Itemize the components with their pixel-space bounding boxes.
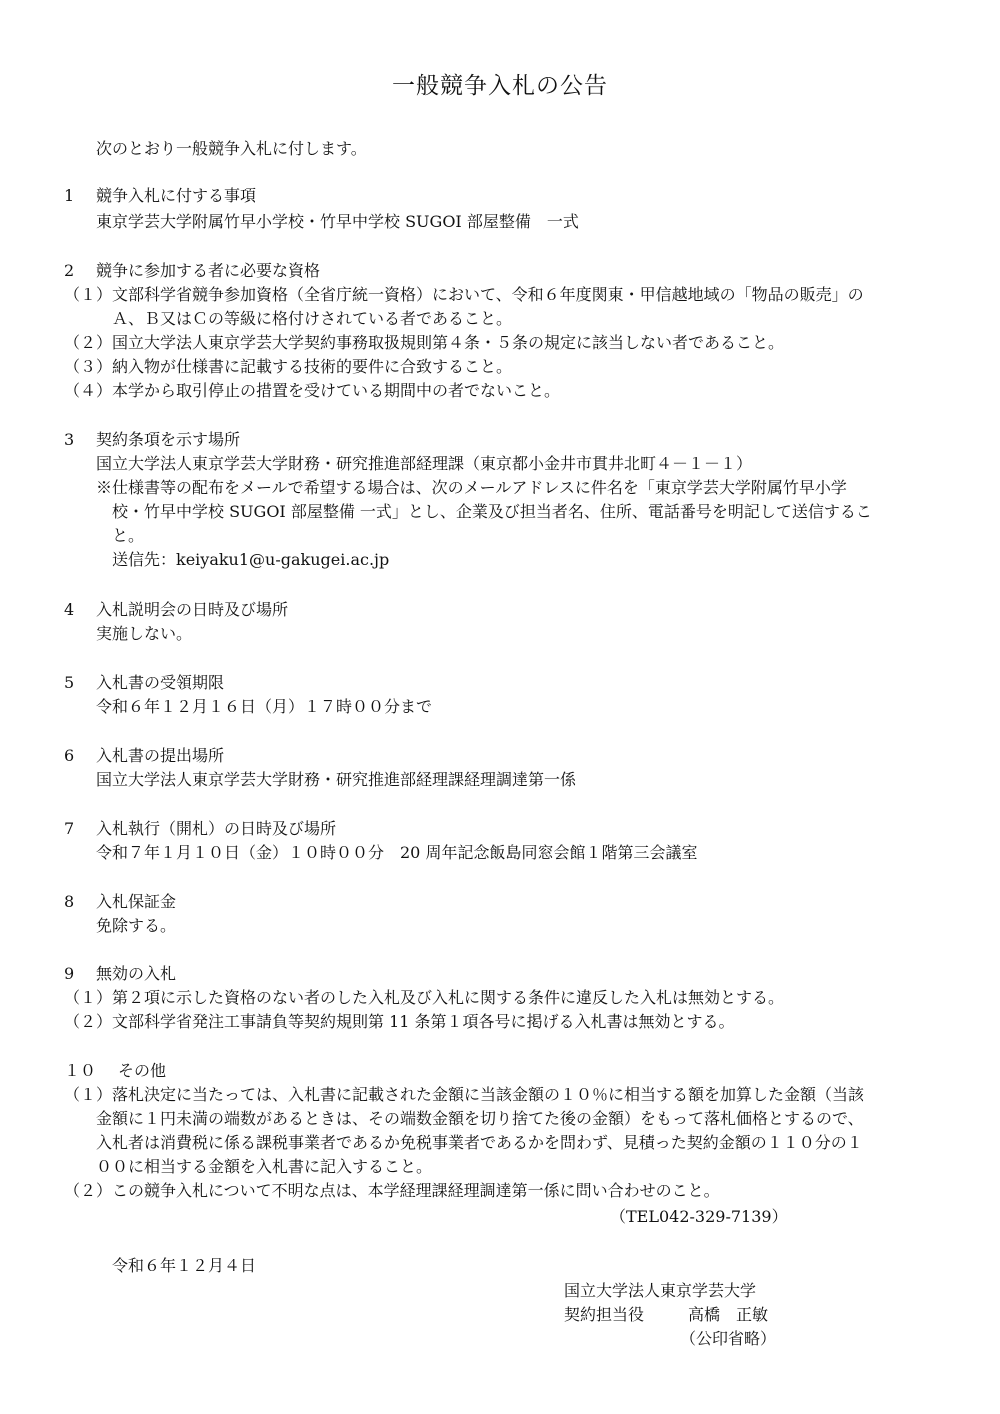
section-number: 3 (64, 430, 75, 449)
item-line: この競争入札について不明な点は、本学経理課経理調達第一係に問い合わせのこと。 (112, 1181, 720, 1200)
item-label: （１） (64, 1085, 113, 1104)
notice-date: 令和６年１２月４日 (112, 1256, 257, 1275)
section-line: 東京学芸大学附属竹早小学校・竹早中学校 SUGOI 部屋整備 一式 (96, 212, 579, 231)
item-line: 第２項に示した資格のない者のした入札及び入札に関する条件に違反した入札は無効とする。 (112, 988, 785, 1007)
item-line: Ａ、Ｂ又はＣの等級に格付けされている者であること。 (112, 309, 513, 328)
section-number: 9 (64, 964, 75, 983)
section-heading: その他 (118, 1061, 167, 1080)
item-label: （４） (64, 381, 113, 400)
item-label: （２） (64, 1012, 113, 1031)
item-line: 国立大学法人東京学芸大学契約事務取扱規則第４条・５条の規定に該当しない者であること。 (112, 333, 785, 352)
signature-role: 契約担当役 (564, 1305, 645, 1324)
section-line: 実施しない。 (96, 624, 193, 643)
section-heading: 入札書の受領期限 (96, 673, 225, 692)
section-line: 令和６年１２月１６日（月）１７時００分まで (96, 697, 433, 716)
section-number: 6 (64, 746, 75, 765)
signature-name: 高橋 正敏 (688, 1305, 769, 1324)
item-label: （１） (64, 988, 113, 1007)
section-heading: 契約条項を示す場所 (96, 430, 241, 449)
section-line: 国立大学法人東京学芸大学財務・研究推進部経理課（東京都小金井市貫井北町４－１－１） (96, 454, 753, 473)
section-number: 8 (64, 892, 75, 911)
item-line: 本学から取引停止の措置を受けている期間中の者でないこと。 (112, 381, 561, 400)
page-title: 一般競争入札の公告 (392, 73, 608, 99)
section-number: 4 (64, 600, 75, 619)
section-heading: 入札説明会の日時及び場所 (96, 600, 289, 619)
section-heading: 入札書の提出場所 (96, 746, 225, 765)
tel-number: （TEL042-329-7139） (610, 1207, 788, 1226)
section-heading: 入札執行（開札）の日時及び場所 (96, 819, 337, 838)
item-line: 文部科学省競争参加資格（全省庁統一資格）において、令和６年度関東・甲信越地域の「物品の販売」の (112, 285, 864, 304)
section-line: 令和７年１月１０日（金）１０時００分 20 周年記念飯島同窓会館１階第三会議室 (96, 843, 698, 862)
email-line: 送信先：keiyaku1@u-gakugei.ac.jp (112, 550, 390, 569)
item-label: （３） (64, 357, 113, 376)
intro-text: 次のとおり一般競争入札に付します。 (96, 139, 367, 158)
item-line: ００に相当する金額を入札書に記入すること。 (96, 1157, 433, 1176)
section-number: 5 (64, 673, 75, 692)
section-number: 2 (64, 261, 75, 280)
section-heading: 入札保証金 (96, 892, 177, 911)
section-line: ※仕様書等の配布をメールで希望する場合は、次のメールアドレスに件名を「東京学芸大学附属竹早小学 (96, 478, 847, 497)
item-line: 納入物が仕様書に記載する技術的要件に合致すること。 (112, 357, 513, 376)
section-heading: 競争に参加する者に必要な資格 (96, 261, 321, 280)
item-line: 落札決定に当たっては、入札書に記載された金額に当該金額の１０％に相当する額を加算した金額（当該 (112, 1085, 865, 1104)
section-line: 校・竹早中学校 SUGOI 部屋整備 一式」とし、企業及び担当者名、住所、電話番号を明記して送信するこ (112, 502, 872, 521)
section-number: 1 (64, 186, 75, 205)
section-number: 7 (64, 819, 75, 838)
item-line: 文部科学省発注工事請負等契約規則第 11 条第１項各号に掲げる入札書は無効とする。 (112, 1012, 735, 1031)
signature-org: 国立大学法人東京学芸大学 (564, 1281, 757, 1300)
item-line: 金額に１円未満の端数があるときは、その端数金額を切り捨てた後の金額）をもって落札価格とするので、 (96, 1109, 864, 1128)
seal-note: （公印省略） (680, 1329, 777, 1348)
section-line: 国立大学法人東京学芸大学財務・研究推進部経理課経理調達第一係 (96, 770, 577, 789)
section-heading: 無効の入札 (96, 964, 177, 983)
item-label: （１） (64, 285, 113, 304)
section-line: 免除する。 (96, 916, 177, 935)
section-number: １０ (64, 1061, 97, 1080)
item-label: （２） (64, 333, 113, 352)
section-heading: 競争入札に付する事項 (96, 186, 257, 205)
item-line: 入札者は消費税に係る課税事業者であるか免税事業者であるかを問わず、見積った契約金額の１１０分の１ (96, 1133, 863, 1152)
section-line: と。 (112, 526, 145, 545)
item-label: （２） (64, 1181, 113, 1200)
